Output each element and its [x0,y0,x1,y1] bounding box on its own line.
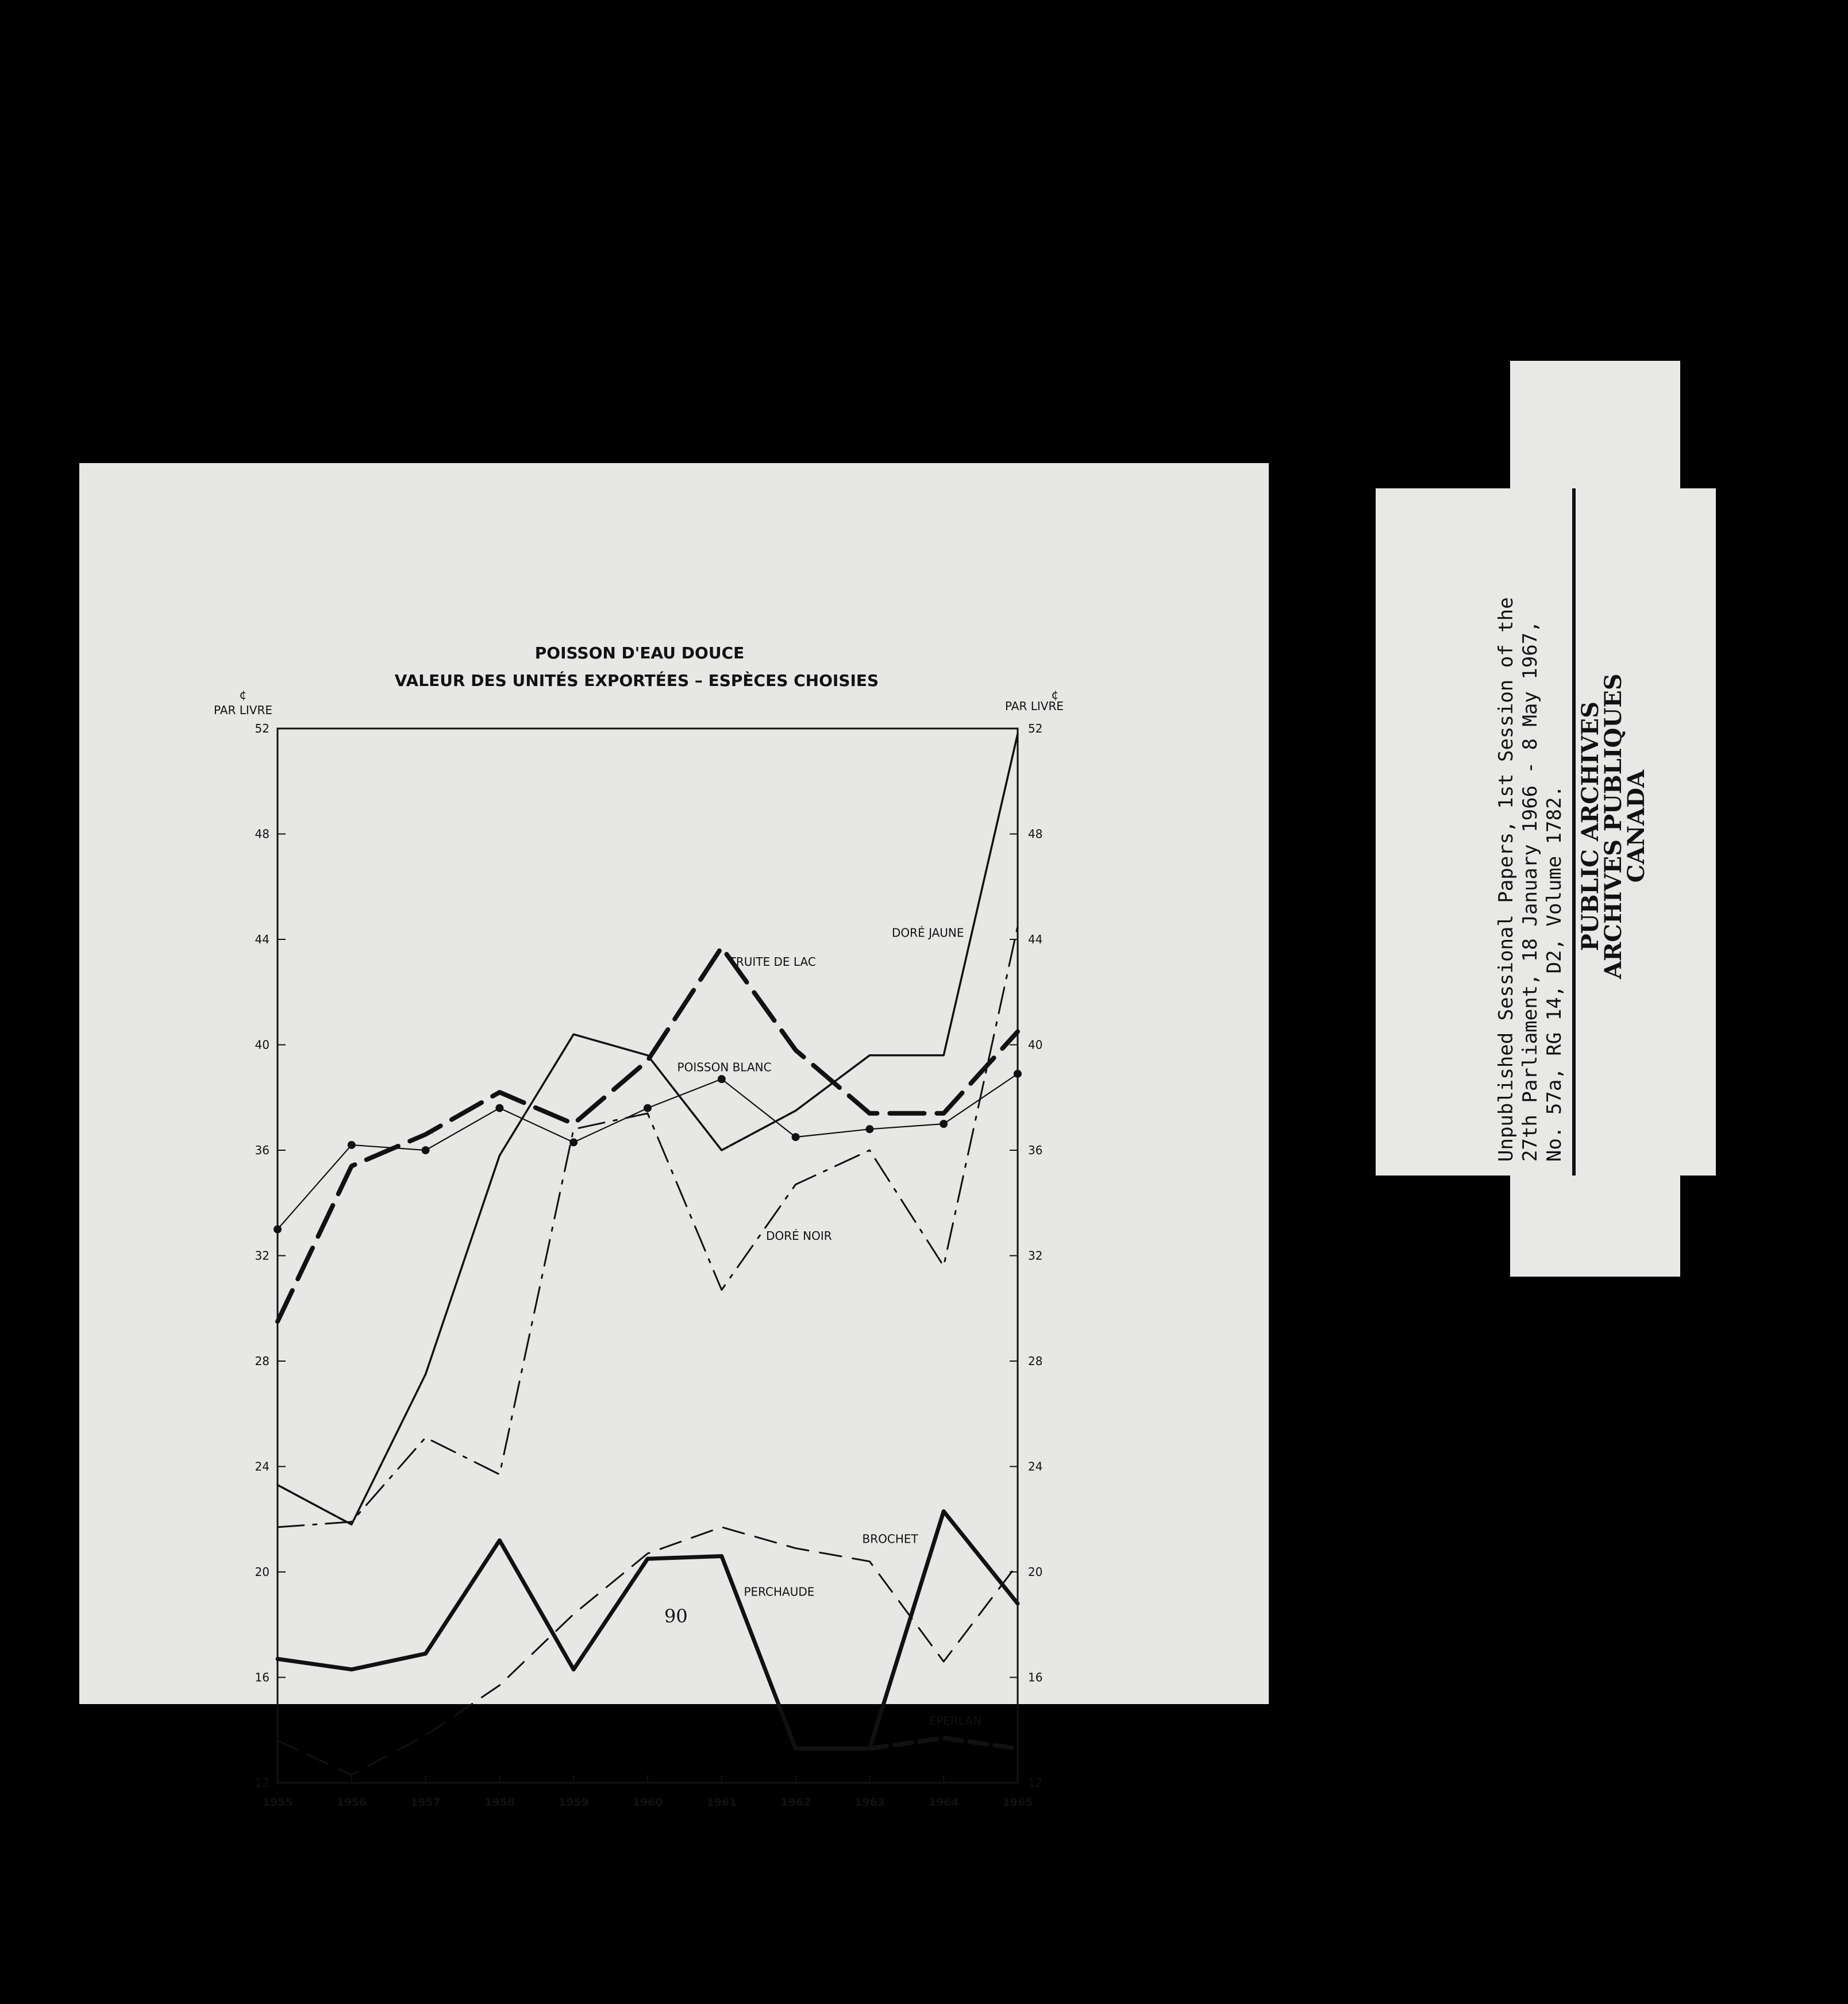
series-line-doré-jaune [278,734,1018,1524]
y-unit-left: ¢ [239,688,247,702]
chart-subtitle: VALEUR DES UNITÉS EXPORTÉES – ESPÈCES CHOISIES [394,671,879,690]
data-point [644,1104,652,1112]
data-point [865,1125,873,1133]
y-tick-label-left: 24 [255,1459,270,1474]
y-tick-label-right: 32 [1028,1248,1043,1263]
x-tick-label: 1963 [854,1796,885,1809]
data-point [792,1133,800,1141]
series-line-perchaude [278,1512,1018,1749]
stamp-line: PUBLIC ARCHIVES [1577,701,1604,951]
y-tick-label-left: 36 [255,1143,270,1157]
citation-line: Unpublished Sessional Papers, 1st Session of the [1495,597,1518,1162]
stamp-line: ARCHIVES PUBLIQUES [1600,673,1627,979]
series-label: DORÉ JAUNE [892,926,964,940]
slip-divider [1572,488,1576,1176]
y-tick-label-left: 52 [255,722,270,735]
data-point [348,1141,356,1149]
y-tick-label-right: 44 [1028,932,1043,946]
y-tick-label-left: 12 [255,1776,270,1790]
y-tick-label-left: 32 [255,1248,270,1263]
data-point [940,1120,948,1128]
x-tick-label: 1958 [484,1796,515,1809]
y-tick-label-left: 28 [255,1354,270,1368]
series-label: BROCHET [862,1532,918,1546]
archive-citation [1494,597,1566,1162]
y-axis-label-left: PAR LIVRE [214,703,272,717]
x-tick-label: 1955 [262,1796,293,1809]
line-chart [79,463,1269,1809]
data-point [274,1225,282,1234]
x-tick-label: 1960 [632,1796,663,1809]
series-label: POISSON BLANC [677,1060,772,1074]
x-tick-label: 1965 [1002,1796,1033,1809]
chart-title: POISSON D'EAU DOUCE [534,643,745,662]
y-tick-label-left: 40 [255,1038,270,1052]
citation-line: No. 57a, RG 14, D2, Volume 1782. [1543,785,1566,1162]
series-label: PERCHAUDE [744,1585,815,1599]
x-tick-label: 1956 [336,1796,367,1809]
x-tick-label: 1959 [558,1796,589,1809]
y-tick-label-right: 52 [1028,722,1043,735]
y-tick-label-right: 20 [1028,1565,1043,1579]
archives-stamp [1579,673,1648,979]
series-line-éperlan [869,1738,1018,1748]
y-tick-label-right: 28 [1028,1354,1043,1368]
data-point [495,1104,503,1112]
series-line-truite-de-lac [278,947,1018,1321]
data-point [1014,1070,1022,1078]
y-axis-label-right: PAR LIVRE [1005,699,1064,713]
series-line-doré-noir [278,926,1018,1527]
stamp-line: CANADA [1623,770,1650,883]
y-tick-label-right: 12 [1028,1776,1043,1790]
y-tick-label-left: 20 [255,1565,270,1579]
citation-line: 27th Parliament, 18 January 1966 - 8 May 1967, [1519,621,1542,1162]
series-label: ÉPERLAN [929,1714,981,1728]
y-tick-label-left: 44 [255,932,270,946]
x-tick-label: 1961 [706,1796,737,1809]
y-tick-label-right: 40 [1028,1038,1043,1052]
x-tick-label: 1964 [928,1796,959,1809]
y-tick-label-right: 36 [1028,1143,1043,1157]
y-tick-label-left: 16 [255,1670,270,1685]
data-point [422,1146,430,1154]
y-tick-label-right: 24 [1028,1459,1043,1474]
x-tick-label: 1962 [780,1796,811,1809]
y-tick-label-right: 16 [1028,1670,1043,1685]
y-tick-label-left: 48 [255,827,270,841]
x-tick-label: 1957 [410,1796,441,1809]
series-label: DORÉ NOIR [766,1228,832,1243]
page-number: 90 [664,1605,688,1627]
series-label: TRUITE DE LAC [729,954,816,969]
data-point [718,1075,726,1083]
document-page [79,463,1269,1809]
series-line-brochet [278,1527,1018,1775]
y-unit-right: ¢ [1051,688,1059,702]
y-tick-label-right: 48 [1028,827,1043,841]
